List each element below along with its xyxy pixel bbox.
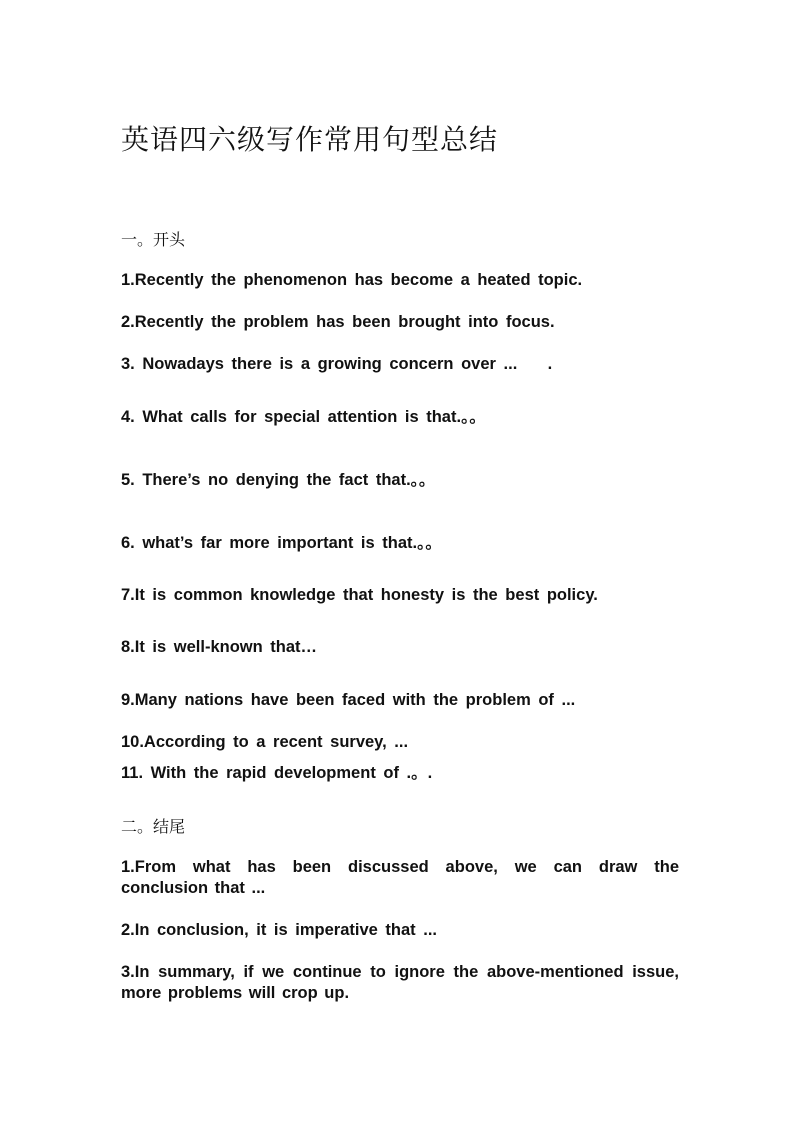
section-heading-opening: 一。开头 bbox=[121, 230, 186, 249]
closing-sentence-3: 3.In summary, if we continue to ignore the above-mentioned issue, more problems will crop up. bbox=[121, 963, 679, 1002]
opening-sentence-4: 4. What calls for special attention is that.。。 bbox=[121, 408, 486, 426]
closing-sentence-1: 1.From what has been discussed above, we can draw the conclusion that ... bbox=[121, 858, 679, 897]
opening-sentence-2: 2.Recently the problem has been brought into focus. bbox=[121, 313, 555, 331]
opening-sentence-1: 1.Recently the phenomenon has become a heated topic. bbox=[121, 271, 583, 289]
opening-sentence-10: 10.According to a recent survey, ... bbox=[121, 733, 409, 751]
opening-sentence-9: 9.Many nations have been faced with the problem of ... bbox=[121, 691, 576, 709]
opening-sentence-8: 8.It is well-known that… bbox=[121, 638, 318, 656]
closing-sentence-2: 2.In conclusion, it is imperative that ... bbox=[121, 921, 437, 939]
opening-sentence-3: 3. Nowadays there is a growing concern over ... . bbox=[121, 355, 553, 373]
opening-sentence-6: 6. what’s far more important is that.。。 bbox=[121, 534, 442, 552]
opening-sentence-5: 5. There’s no denying the fact that.。。 bbox=[121, 471, 436, 489]
section-heading-closing: 二。结尾 bbox=[121, 817, 186, 836]
document-title: 英语四六级写作常用句型总结 bbox=[121, 123, 499, 156]
opening-sentence-7: 7.It is common knowledge that honesty is the best policy. bbox=[121, 586, 598, 604]
opening-sentence-11: 11. With the rapid development of .。. bbox=[121, 764, 433, 782]
